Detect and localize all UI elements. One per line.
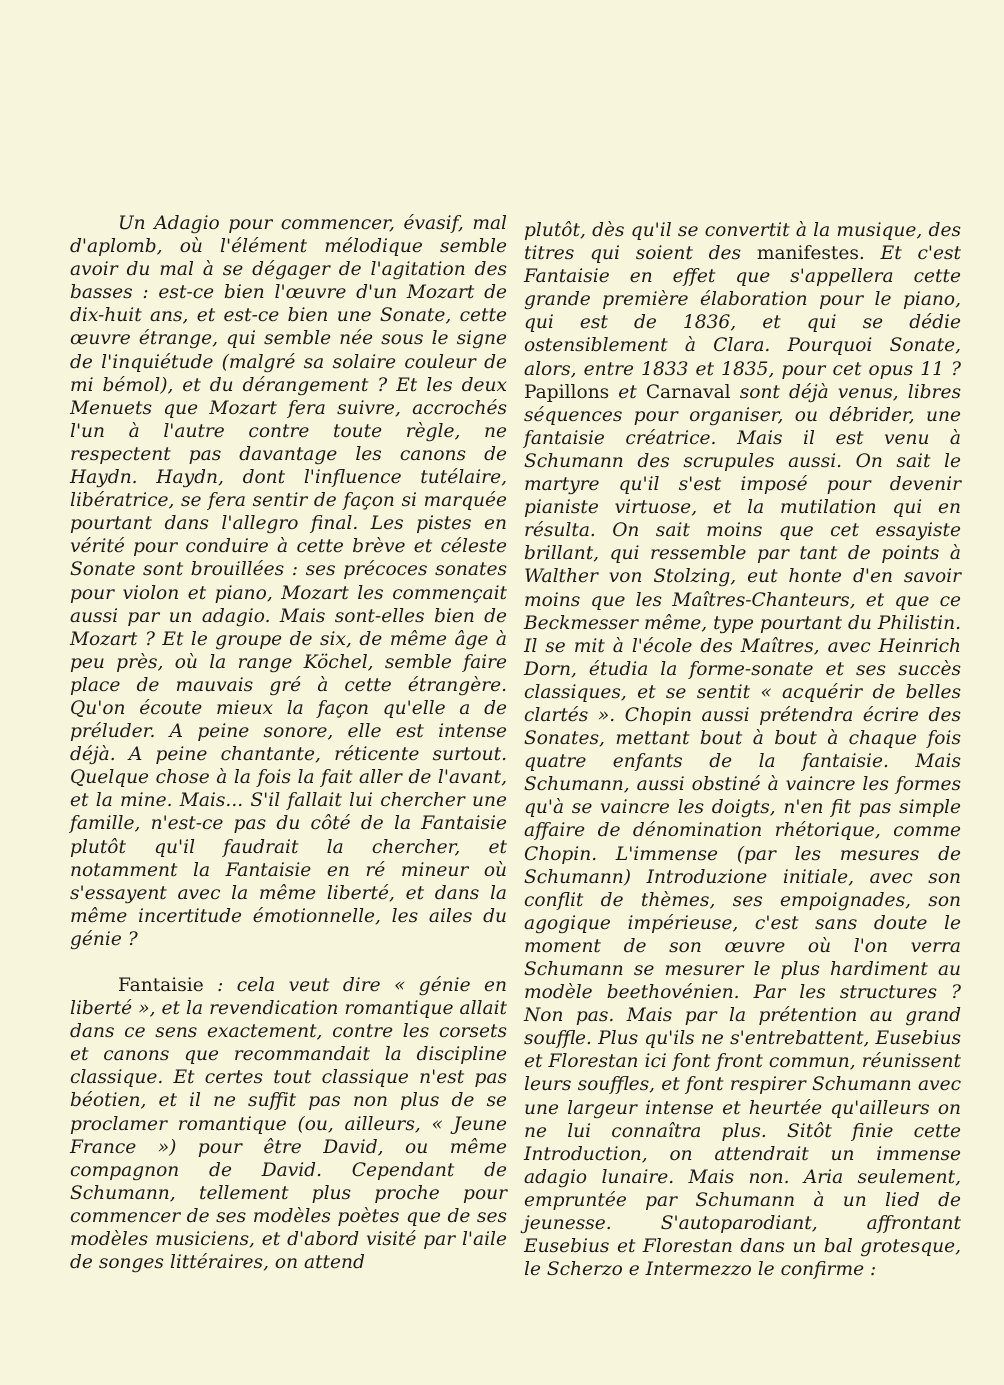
text-segment: et — [609, 381, 646, 403]
text-segment-roman: manifestes. — [756, 243, 865, 265]
paragraph-fantaisie — [70, 974, 507, 1274]
text-segment: Et c'est Fantaisie en effet que s'appellera cette grande première élaboration pour le piano, qui est de 1836, et qui se dédie ostensiblement à Clara. Pourquoi Sonate, alors, entre 1833 et 1835, pour cet opus 11 ? — [524, 243, 961, 380]
text-segment: sont déjà venus, libres séquences pour organiser, ou débrider, une fantaisie créatrice. Mais il est venu à Schumann des scrupules aussi. On sait le martyre qu'il s'est imposé pour devenir pianiste virtuose, et la mutilation qui en résulta. On sait moins que cet essayiste brillant, qui ressemble par tant de points à Walther von Stolzing, eut honte d'en savoir moins que les Maîtres-Chanteurs, et que ce Beckmesser même, type pourtant du Philistin. Il se mit à l'école des Maîtres, avec Heinrich Dorn, étudia la forme-sonate et ses succès classiques, et se sentit « acquérir de belles clartés ». Chopin aussi prétendra écrire des Sonates, mettant bout à bout à chaque fois quatre enfants de la fantaisie. Mais Schumann, aussi obstiné à vaincre les formes qu'à se vaincre les doigts, n'en fit pas simple affaire de dénomination rhétorique, comme Chopin. L'immense (par les mesures de Schumann) Introduzione initiale, avec son conflit de thèmes, ses empoignades, son agogique impérieuse, c'est sans doute le moment de son œuvre où l'on verra Schumann se mesurer le plus hardiment au modèle beethovénien. Par les structures ? Non pas. Mais par la prétention au grand souffle. Plus qu'ils ne s'entrebattent, Eusebius et Florestan ici font front commun, réunissent leurs souffles, et font respirer Schumann avec une largeur intense et heurtée qu'ailleurs on ne lui connaîtra plus. Sitôt finie cette Introduction, on attendrait un immense adagio lunaire. Mais non. Aria seulement, empruntée par Schumann à un lied de jeunesse. S'autoparodiant, affrontant Eusebius et Florestan dans un bal grotesque, le Scherzo e Intermezzo le confirme : — [524, 381, 961, 1281]
fantaisie-lead-word: Fantaisie — [118, 975, 204, 996]
paragraph-schumann — [524, 219, 961, 1281]
title-papillons: Papillons — [524, 381, 610, 403]
paragraph-fantaisie-text: : cela veut dire « génie en liberté », et la revendication romantique allait dans ce sens exactement, contre les corsets et canons que recommandait la discipline classique. Et certes tout classique n'est pas béotien, et il ne suffit pas non plus de se proclamer romantique (ou, ailleurs, « Jeune France ») pour être David, ou même compagnon de David. Cependant de Schumann, tellement plus proche pour commencer de ses modèles poètes que de ses modèles musiciens, et d'abord visité par l'aile de songes littéraires, on attend — [70, 975, 507, 1274]
left-column — [70, 212, 507, 1274]
paragraph-mozart-adagio: Un Adagio pour commencer, évasif, mal d'aplomb, où l'élément mélodique semble avoir du mal à se dégager de l'agitation des basses : est-ce bien l'œuvre d'un Mozart de dix-huit ans, et est-ce bien une Sonate, cette œuvre étrange, qui semble née sous le signe de l'inquiétude (malgré sa solaire couleur de mi bémol), et du dérangement ? Et les deux Menuets que Mozart fera suivre, accrochés l'un à l'autre contre toute règle, ne respectent pas davantage les canons de Haydn. Haydn, dont l'influence tutélaire, libératrice, se fera sentir de façon si marquée pourtant dans l'allegro final. Les pistes en vérité pour conduire à cette brève et céleste Sonate sont brouillées : ses précoces sonates pour violon et piano, Mozart les commençait aussi par un adagio. Mais sont-elles bien de Mozart ? Et le groupe de six, de même âge à peu près, où la range Köchel, semble faire place de mauvais gré à cette étrangère. Qu'on écoute mieux la façon qu'elle a de préluder. A peine sonore, elle est intense déjà. A peine chantante, réticente surtout. Quelque chose à la fois la fait aller de l'avant, et la mine. Mais... S'il fallait lui chercher une famille, n'est-ce pas du côté de la Fantaisie plutôt qu'il faudrait la chercher, et notamment la Fantaisie en ré mineur où s'essayent avec la même liberté, et dans la même incertitude émotionnelle, les ailes du génie ? — [70, 213, 507, 950]
title-carnaval: Carnaval — [645, 381, 731, 403]
text-segment: plutôt, dès qu'il se convertit à la musique, des titres qui soient des — [524, 220, 961, 265]
right-column — [524, 219, 961, 1281]
